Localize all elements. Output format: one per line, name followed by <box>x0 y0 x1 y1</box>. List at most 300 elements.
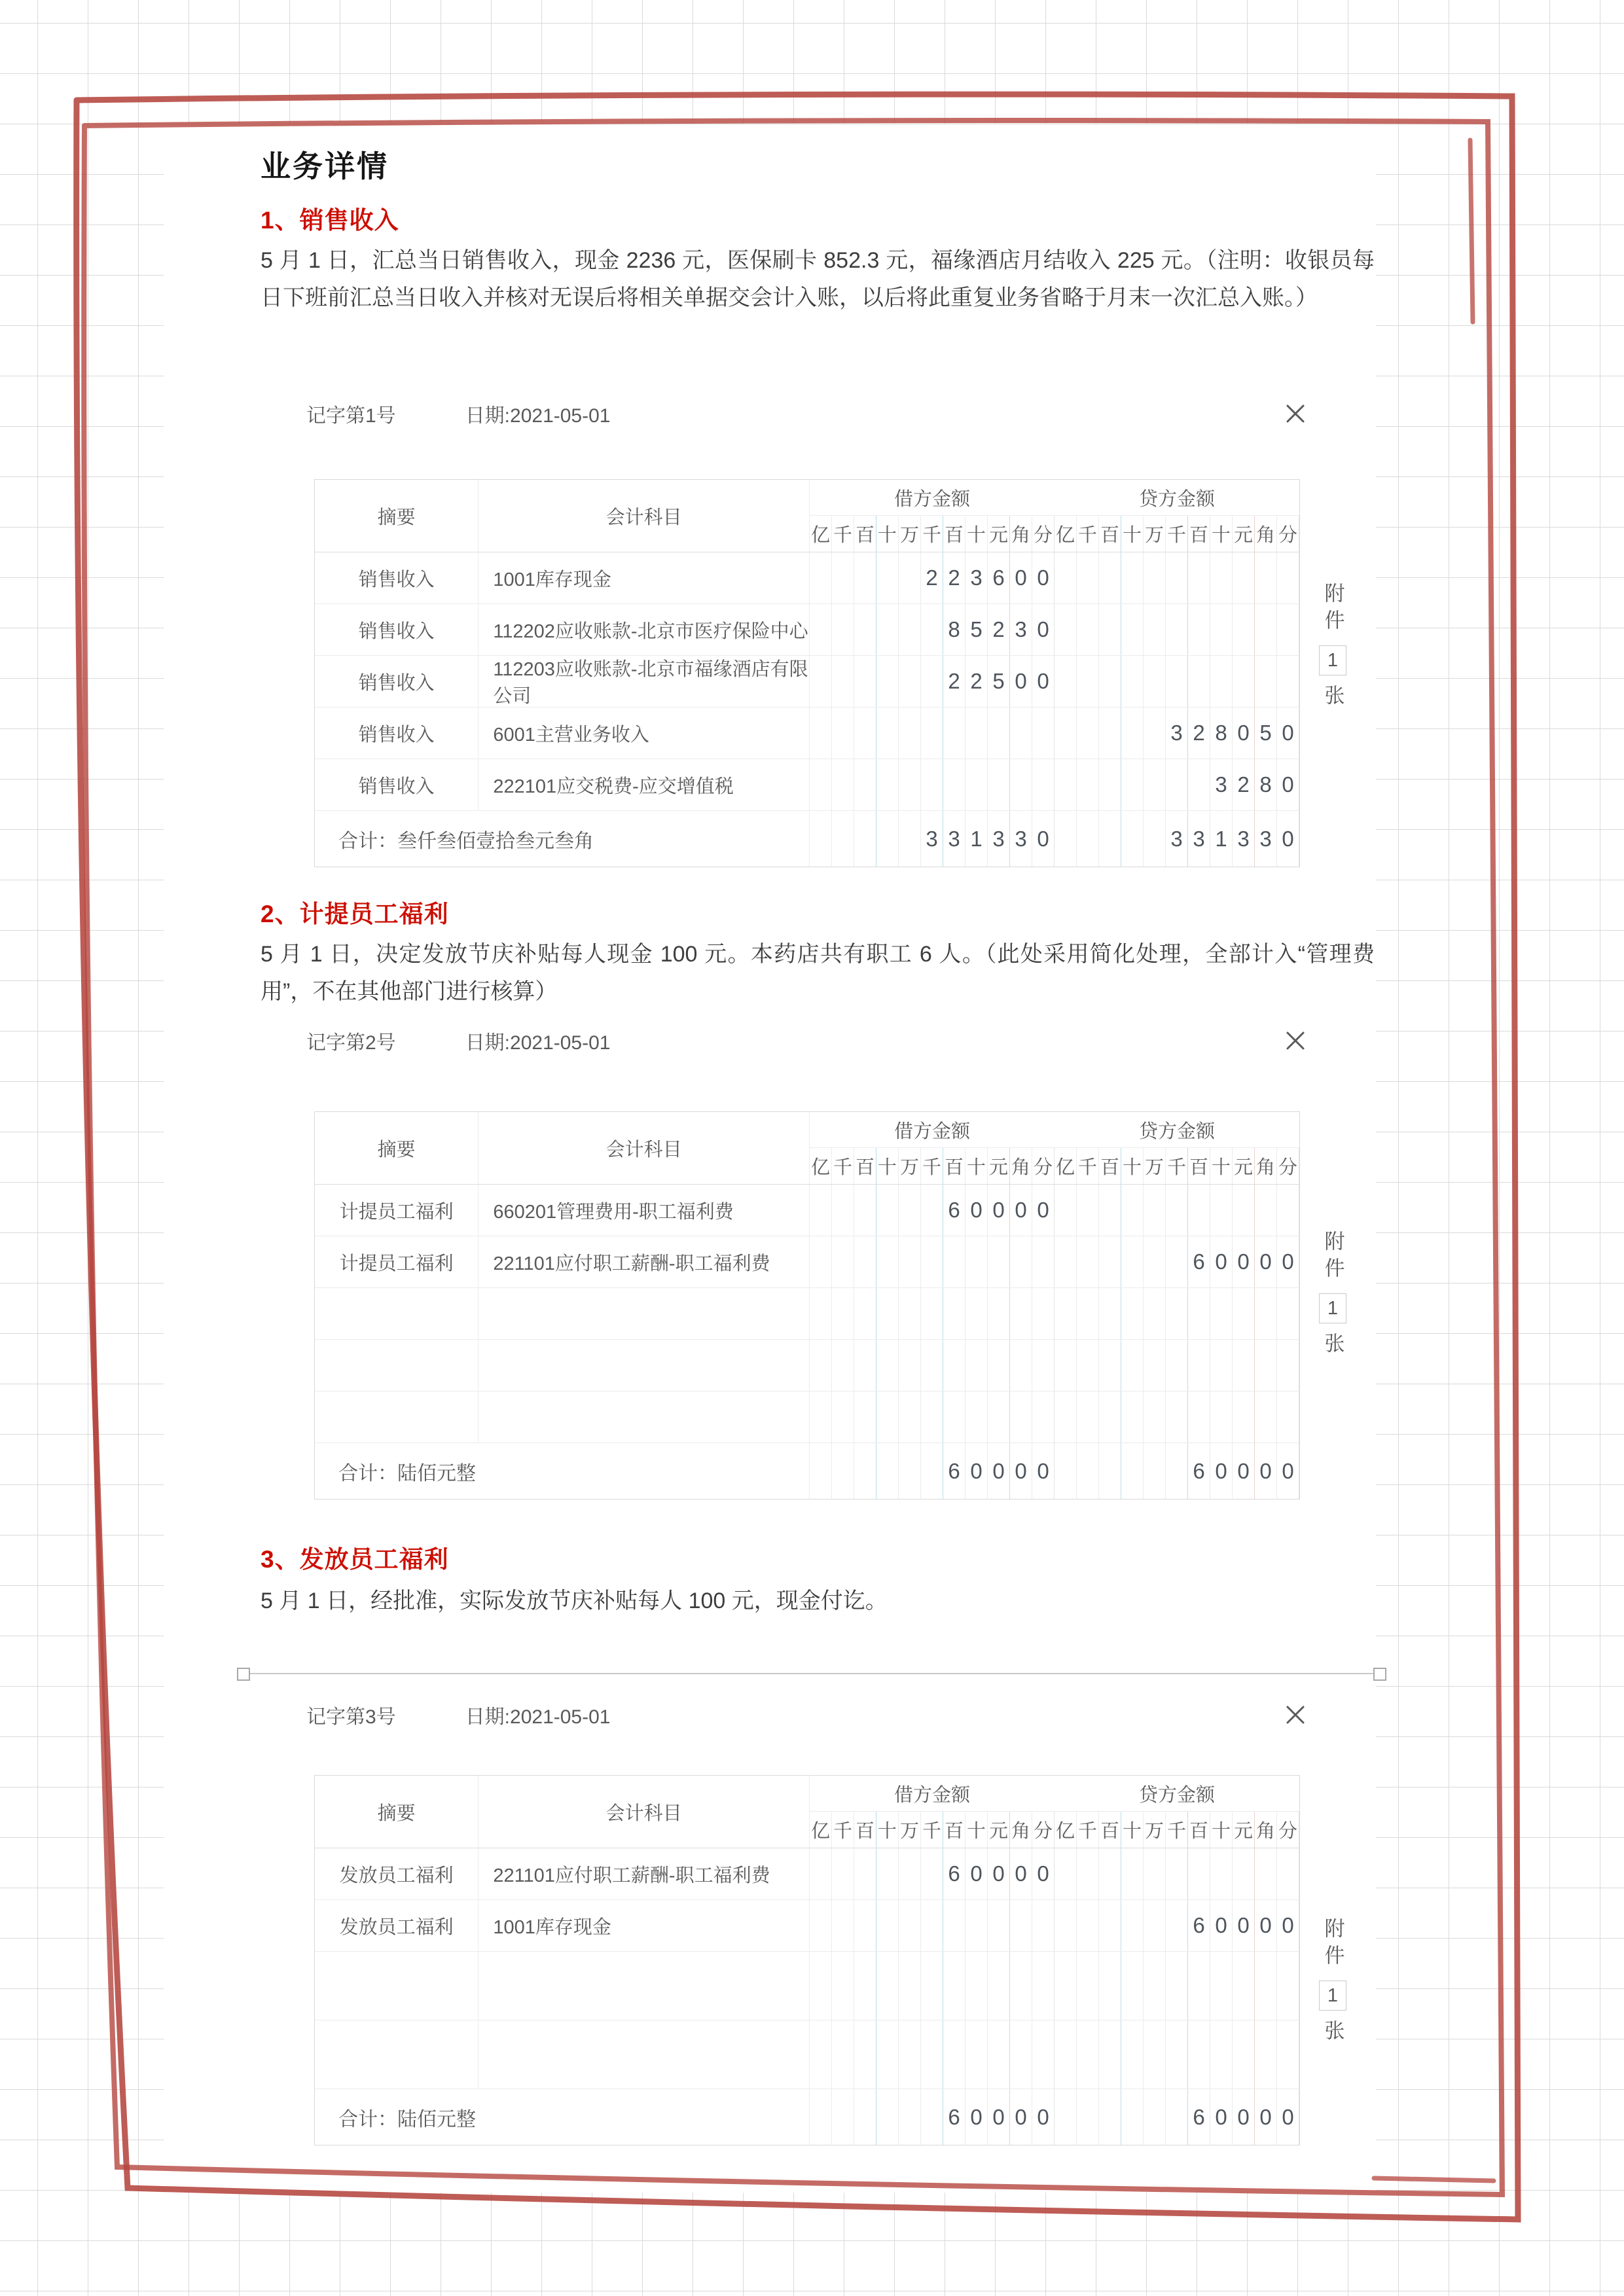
amount-digit-cell <box>899 708 921 759</box>
amount-digit-cell <box>1144 656 1166 707</box>
attachment-count: 1 <box>1319 1981 1346 2011</box>
amount-digit-cell <box>899 604 921 655</box>
amount-digit-cell <box>1166 1952 1188 2020</box>
amount-digit-cell <box>1144 1900 1166 1951</box>
amount-digit-cell: 角 <box>1255 1812 1277 1848</box>
amount-digit-cell: 万 <box>1144 1148 1166 1184</box>
amount-digit-cell <box>810 1848 832 1899</box>
amount-digit-cell <box>810 1236 832 1287</box>
amount-digit-cell <box>1099 1900 1121 1951</box>
amount-digit-cell <box>921 1288 943 1339</box>
amount-digit-cell: 0 <box>965 1443 988 1499</box>
amount-digit-cell <box>854 1848 876 1899</box>
amount-digit-cell <box>1188 1848 1210 1899</box>
amount-digit-cell <box>899 1185 921 1236</box>
amount-digit-cell <box>1233 1288 1255 1339</box>
amount-digit-cell <box>876 811 899 867</box>
table-row-empty <box>315 1391 1299 1443</box>
amount-digit-cell <box>1121 759 1144 810</box>
amount-digit-cell <box>832 708 854 759</box>
amount-digit-cell <box>1144 1443 1166 1499</box>
amount-digit-cell <box>1188 1391 1210 1443</box>
amount-digit-cell <box>832 1443 854 1499</box>
amount-digit-cell: 3 <box>1188 811 1210 867</box>
amount-digit-cell <box>1255 1391 1277 1443</box>
amount-digit-cell: 0 <box>1277 2089 1299 2145</box>
amount-digit-cell <box>965 1391 988 1443</box>
amount-digit-cell <box>876 759 899 810</box>
amount-digit-cell <box>1277 1952 1299 2020</box>
amount-digit-cell: 2 <box>1188 708 1210 759</box>
voucher-number: 记字第3号 <box>306 1706 396 1728</box>
amount-digit-cell <box>854 1443 876 1499</box>
amount-digit-cell <box>832 759 854 810</box>
amount-digit-cell <box>1121 1443 1144 1499</box>
amount-digit-cell <box>1233 2020 1255 2089</box>
amount-digit-cell <box>876 1236 899 1287</box>
amount-digit-cell <box>988 708 1010 759</box>
amount-digit-cell <box>1032 1288 1055 1339</box>
attachment-note-1: 附件 1 张 <box>1314 583 1351 711</box>
amount-digit-cell <box>1010 1900 1032 1951</box>
section-heading-3: 3、发放员工福利 <box>261 1546 449 1573</box>
amount-digit-cell: 百 <box>943 516 965 552</box>
amount-digit-cell <box>943 759 965 810</box>
amount-digit-cell <box>921 1848 943 1899</box>
amount-digit-cell <box>854 1952 876 2020</box>
page-title: 业务详情 <box>261 149 389 183</box>
amount-digit-cell <box>1055 708 1077 759</box>
amount-digit-cell: 千 <box>921 516 943 552</box>
amount-digit-cell: 0 <box>988 1185 1010 1236</box>
amount-digit-cell: 2 <box>965 656 988 707</box>
voucher-table-1 <box>314 479 1300 867</box>
amount-digit-cell <box>1055 1900 1077 1951</box>
amount-digit-cell <box>921 759 943 810</box>
amount-digit-cell: 百 <box>1099 1148 1121 1184</box>
amount-digit-cell <box>1077 604 1099 655</box>
amount-digit-cell: 亿 <box>1055 1148 1077 1184</box>
amount-digit-cell <box>1210 1952 1233 2020</box>
amount-digit-cell <box>1277 1848 1299 1899</box>
amount-digit-cell <box>1099 811 1121 867</box>
amount-digit-cell: 元 <box>1233 516 1255 552</box>
amount-digit-cell <box>965 759 988 810</box>
amount-digit-cell: 千 <box>1166 516 1188 552</box>
amount-digit-cell: 0 <box>1277 1236 1299 1287</box>
amount-digit-cell: 0 <box>1210 1443 1233 1499</box>
amount-digit-cell <box>810 2089 832 2145</box>
amount-digit-cell: 千 <box>1166 1148 1188 1184</box>
amount-digit-cell: 0 <box>1277 1900 1299 1951</box>
amount-digit-cell: 0 <box>1032 604 1055 655</box>
amount-digit-cell <box>1188 759 1210 810</box>
amount-digit-cell <box>854 2089 876 2145</box>
amount-digit-cell <box>1055 656 1077 707</box>
amount-digit-cell <box>1055 1848 1077 1899</box>
amount-digit-cell <box>1144 708 1166 759</box>
amount-digit-cell: 角 <box>1010 1148 1032 1184</box>
col-credit: 贷方金额 亿 千 百 十 万 千 百 十 元 角 分 <box>1055 480 1299 552</box>
amount-digit-cell <box>1032 708 1055 759</box>
amount-digit-cell <box>810 1391 832 1443</box>
amount-digit-cell: 0 <box>1032 1443 1055 1499</box>
amount-digit-cell <box>1233 1952 1255 2020</box>
amount-digit-cell <box>810 2020 832 2089</box>
amount-digit-cell <box>1055 1288 1077 1339</box>
amount-digit-cell: 百 <box>854 1148 876 1184</box>
amount-digit-cell <box>899 1952 921 2020</box>
amount-digit-cell <box>1210 656 1233 707</box>
amount-digit-cell <box>1255 604 1277 655</box>
amount-digit-cell <box>943 1236 965 1287</box>
amount-digit-cell <box>899 2089 921 2145</box>
amount-digit-cell <box>832 2020 854 2089</box>
amount-digit-cell <box>854 552 876 603</box>
amount-digit-cell: 5 <box>965 604 988 655</box>
amount-digit-cell: 3 <box>921 811 943 867</box>
amount-digit-cell: 十 <box>1210 1148 1233 1184</box>
amount-digit-cell: 元 <box>988 1812 1010 1848</box>
amount-digit-cell <box>1255 1340 1277 1391</box>
amount-digit-cell: 8 <box>943 604 965 655</box>
table-row: 计提员工福利 221101应付职工薪酬-职工福利费 6 0 0 0 0 <box>315 1236 1299 1288</box>
amount-digit-cell <box>899 2020 921 2089</box>
voucher-table-3 <box>314 1775 1300 2145</box>
amount-digit-cell <box>1166 759 1188 810</box>
amount-digit-cell <box>1077 552 1099 603</box>
amount-digit-cell: 0 <box>1233 2089 1255 2145</box>
amount-digit-cell: 千 <box>1077 1812 1099 1848</box>
table-header <box>315 480 1299 552</box>
amount-digit-cell <box>1255 656 1277 707</box>
amount-digit-cell: 元 <box>988 516 1010 552</box>
amount-digit-cell <box>1099 759 1121 810</box>
attachment-note-2: 附件 1 张 <box>1314 1230 1351 1359</box>
amount-digit-cell: 0 <box>1233 1443 1255 1499</box>
amount-digit-cell <box>1010 1340 1032 1391</box>
amount-digit-cell <box>876 1900 899 1951</box>
amount-digit-cell <box>1188 2020 1210 2089</box>
amount-digit-cell: 6 <box>943 2089 965 2145</box>
amount-digit-cell: 十 <box>965 516 988 552</box>
amount-digit-cell: 0 <box>1255 2089 1277 2145</box>
amount-digit-cell <box>854 656 876 707</box>
amount-digit-cell: 2 <box>921 552 943 603</box>
amount-digit-cell: 亿 <box>810 1812 832 1848</box>
amount-digit-cell <box>899 1900 921 1951</box>
amount-digit-cell <box>832 1391 854 1443</box>
amount-digit-cell: 角 <box>1255 1148 1277 1184</box>
amount-digit-cell <box>854 1900 876 1951</box>
table-row-empty <box>315 1952 1299 2020</box>
amount-digit-cell <box>899 656 921 707</box>
amount-digit-cell <box>965 1288 988 1339</box>
attachment-count: 1 <box>1319 1293 1346 1323</box>
amount-digit-cell <box>854 1391 876 1443</box>
close-icon[interactable] <box>1283 401 1308 426</box>
amount-digit-cell <box>1277 1340 1299 1391</box>
voucher-number: 记字第1号 <box>306 405 396 427</box>
amount-digit-cell: 分 <box>1032 516 1055 552</box>
amount-digit-cell <box>1144 1952 1166 2020</box>
amount-digit-cell <box>1255 552 1277 603</box>
section-heading-1: 1、销售收入 <box>261 207 399 234</box>
amount-digit-cell: 0 <box>1233 1236 1255 1287</box>
amount-digit-cell: 3 <box>1255 811 1277 867</box>
amount-digit-cell <box>921 708 943 759</box>
amount-digit-cell <box>810 708 832 759</box>
amount-digit-cell <box>1077 1340 1099 1391</box>
amount-digit-cell <box>1121 1185 1144 1236</box>
amount-digit-cell <box>832 1288 854 1339</box>
amount-digit-cell <box>1055 1185 1077 1236</box>
amount-digit-cell <box>876 604 899 655</box>
amount-digit-cell <box>1121 1952 1144 2020</box>
col-account: 会计科目 <box>478 480 810 552</box>
amount-digit-cell <box>1144 2020 1166 2089</box>
amount-digit-cell <box>854 1340 876 1391</box>
amount-digit-cell <box>921 2089 943 2145</box>
amount-digit-cell: 6 <box>1188 1236 1210 1287</box>
amount-digit-cell: 分 <box>1032 1812 1055 1848</box>
amount-digit-cell <box>1121 811 1144 867</box>
amount-digit-cell <box>1277 1288 1299 1339</box>
amount-digit-cell <box>1032 2020 1055 2089</box>
amount-digit-cell <box>832 811 854 867</box>
amount-digit-cell: 千 <box>921 1812 943 1848</box>
amount-digit-cell: 百 <box>1188 1148 1210 1184</box>
section-paragraph-2: 5 月 1 日，决定发放节庆补贴每人现金 100 元。本药店共有职工 6 人。（此处采用简化处理，全部计入“管理费用”，不在其他部门进行核算） <box>261 942 1375 1004</box>
document-panel <box>164 124 1376 2193</box>
amount-digit-cell: 千 <box>921 1148 943 1184</box>
table-row: 销售收入 1001库存现金 2 2 3 6 0 0 <box>315 552 1299 604</box>
amount-digit-cell: 百 <box>943 1812 965 1848</box>
amount-digit-cell <box>1099 1391 1121 1443</box>
amount-digit-cell <box>876 2020 899 2089</box>
amount-digit-cell: 万 <box>1144 516 1166 552</box>
amount-digit-cell: 十 <box>1121 1812 1144 1848</box>
amount-digit-cell <box>1233 1848 1255 1899</box>
amount-digit-cell <box>965 708 988 759</box>
amount-digit-cell: 0 <box>1277 811 1299 867</box>
amount-digit-cell: 0 <box>1255 1236 1277 1287</box>
amount-digit-cell: 3 <box>1010 811 1032 867</box>
amount-digit-cell: 3 <box>965 552 988 603</box>
amount-digit-cell <box>1055 1340 1077 1391</box>
amount-digit-cell <box>854 708 876 759</box>
section-paragraph-1: 5 月 1 日，汇总当日销售收入，现金 2236 元，医保刷卡 852.3 元，福缘酒店月结收入 225 元。（注明：收银员每日下班前汇总当日收入并核对无误后将相关单据交会计入账，以后将此重复业务省略于月末一次汇总入账。） <box>261 248 1375 310</box>
amount-digit-cell: 百 <box>1099 1812 1121 1848</box>
amount-digit-cell: 0 <box>1210 2089 1233 2145</box>
amount-digit-cell: 6 <box>943 1185 965 1236</box>
amount-digit-cell <box>1010 2020 1032 2089</box>
amount-digit-cell: 百 <box>854 1812 876 1848</box>
amount-digit-cell <box>921 1391 943 1443</box>
amount-digit-cell <box>943 708 965 759</box>
amount-digit-cell <box>921 656 943 707</box>
amount-digit-cell: 千 <box>1077 1148 1099 1184</box>
amount-digit-cell <box>1099 1340 1121 1391</box>
amount-digit-cell <box>1166 1340 1188 1391</box>
amount-digit-cell <box>854 811 876 867</box>
amount-digit-cell: 元 <box>1233 1148 1255 1184</box>
amount-digit-cell: 0 <box>1032 552 1055 603</box>
amount-digit-cell <box>1121 1900 1144 1951</box>
table-header: 摘要 会计科目 借方金额 亿 千 百 十 万 千 百 十 元 角 分 贷方金额 亿 千 百 十 万 千 百 十 元 角 分 <box>315 1112 1299 1185</box>
close-icon[interactable] <box>1283 1028 1308 1053</box>
amount-digit-cell: 0 <box>1233 708 1255 759</box>
amount-digit-cell: 0 <box>1032 656 1055 707</box>
close-icon[interactable] <box>1283 1702 1308 1727</box>
amount-digit-cell <box>832 2089 854 2145</box>
amount-digit-cell <box>1077 656 1099 707</box>
amount-digit-cell <box>988 1900 1010 1951</box>
amount-digit-cell <box>1233 1185 1255 1236</box>
amount-digit-cell <box>1188 604 1210 655</box>
divider-handle-left <box>237 1668 250 1681</box>
amount-digit-cell: 0 <box>1010 656 1032 707</box>
amount-digit-cell <box>1032 1236 1055 1287</box>
amount-digit-cell: 0 <box>988 1848 1010 1899</box>
amount-digit-cell: 亿 <box>1055 1812 1077 1848</box>
amount-digit-cell <box>810 552 832 603</box>
amount-digit-cell <box>1055 552 1077 603</box>
amount-digit-cell: 6 <box>1188 1443 1210 1499</box>
amount-digit-cell <box>1144 1236 1166 1287</box>
amount-digit-cell <box>1010 1952 1032 2020</box>
amount-digit-cell <box>1277 1391 1299 1443</box>
amount-digit-cell <box>810 604 832 655</box>
amount-digit-cell <box>876 552 899 603</box>
amount-digit-cell <box>899 1288 921 1339</box>
amount-digit-cell <box>1255 1185 1277 1236</box>
amount-digit-cell <box>1166 1288 1188 1339</box>
amount-digit-cell <box>876 1185 899 1236</box>
amount-digit-cell <box>1121 1236 1144 1287</box>
amount-digit-cell: 分 <box>1277 516 1299 552</box>
amount-digit-cell <box>921 2020 943 2089</box>
amount-digit-cell <box>1277 604 1299 655</box>
amount-digit-cell <box>1144 1848 1166 1899</box>
amount-digit-cell <box>965 1900 988 1951</box>
amount-digit-cell <box>1055 1443 1077 1499</box>
col-debit: 借方金额 亿 千 百 十 万 千 百 十 元 角 分 <box>810 480 1055 552</box>
amount-digit-cell <box>1077 1185 1099 1236</box>
amount-digit-cell: 十 <box>876 1148 899 1184</box>
table-row-empty <box>315 1340 1299 1391</box>
amount-digit-cell <box>1166 2020 1188 2089</box>
amount-digit-cell <box>832 1900 854 1951</box>
amount-digit-cell <box>1210 1288 1233 1339</box>
amount-digit-cell <box>1121 1288 1144 1339</box>
amount-digit-cell <box>1210 2020 1233 2089</box>
amount-digit-cell <box>1032 1952 1055 2020</box>
table-row-empty <box>315 2020 1299 2089</box>
amount-digit-cell <box>921 1185 943 1236</box>
amount-digit-cell <box>899 1391 921 1443</box>
amount-digit-cell: 十 <box>1210 1812 1233 1848</box>
amount-digit-cell <box>1055 1952 1077 2020</box>
amount-digit-cell <box>876 2089 899 2145</box>
amount-digit-cell <box>1077 708 1099 759</box>
amount-digit-cell <box>921 1952 943 2020</box>
amount-digit-cell <box>1144 2089 1166 2145</box>
amount-digit-cell: 0 <box>1010 1185 1032 1236</box>
amount-digit-cell <box>1277 552 1299 603</box>
amount-digit-cell <box>810 759 832 810</box>
amount-digit-cell <box>1099 1236 1121 1287</box>
amount-digit-cell <box>1099 2089 1121 2145</box>
amount-digit-cell <box>876 1952 899 2020</box>
frame-boundary-divider <box>250 1673 1373 1674</box>
amount-digit-cell: 3 <box>943 811 965 867</box>
amount-digit-cell: 万 <box>899 516 921 552</box>
amount-digit-cell <box>876 1288 899 1339</box>
attachment-note-3: 附件 1 张 <box>1314 1918 1351 2047</box>
amount-digit-cell <box>1166 1443 1188 1499</box>
digit-units-debit <box>810 516 1055 552</box>
amount-digit-cell: 0 <box>1277 1443 1299 1499</box>
amount-digit-cell <box>1121 2089 1144 2145</box>
amount-digit-cell: 分 <box>1277 1812 1299 1848</box>
amount-digit-cell <box>1188 552 1210 603</box>
amount-digit-cell: 十 <box>876 1812 899 1848</box>
amount-digit-cell <box>1010 1236 1032 1287</box>
amount-digit-cell <box>854 1236 876 1287</box>
amount-digit-cell: 1 <box>965 811 988 867</box>
amount-digit-cell <box>1055 759 1077 810</box>
amount-digit-cell <box>899 1848 921 1899</box>
amount-digit-cell <box>1233 1391 1255 1443</box>
amount-digit-cell <box>854 1288 876 1339</box>
amount-digit-cell <box>1077 1848 1099 1899</box>
amount-digit-cell <box>921 1340 943 1391</box>
amount-digit-cell <box>1255 1848 1277 1899</box>
amount-digit-cell: 千 <box>1077 516 1099 552</box>
amount-digit-cell: 0 <box>1255 1900 1277 1951</box>
amount-digit-cell <box>1255 1952 1277 2020</box>
amount-digit-cell: 2 <box>1233 759 1255 810</box>
amount-digit-cell <box>943 1340 965 1391</box>
amount-digit-cell: 十 <box>876 516 899 552</box>
amount-digit-cell <box>1077 1443 1099 1499</box>
voucher-date: 日期:2021-05-01 <box>465 1706 611 1728</box>
amount-digit-cell <box>810 1952 832 2020</box>
amount-digit-cell: 0 <box>1210 1900 1233 1951</box>
amount-digit-cell <box>988 759 1010 810</box>
amount-digit-cell <box>1055 1236 1077 1287</box>
amount-digit-cell <box>943 1288 965 1339</box>
attachment-count: 1 <box>1319 645 1346 675</box>
amount-digit-cell <box>1233 656 1255 707</box>
amount-digit-cell <box>1077 759 1099 810</box>
amount-digit-cell <box>921 604 943 655</box>
amount-digit-cell <box>876 656 899 707</box>
amount-digit-cell <box>921 1443 943 1499</box>
amount-digit-cell <box>899 1236 921 1287</box>
amount-digit-cell <box>1099 604 1121 655</box>
amount-digit-cell: 角 <box>1255 516 1277 552</box>
table-total-row: 合计：陆佰元整 6 0 0 0 0 6 0 0 0 0 <box>315 2089 1299 2145</box>
amount-digit-cell <box>854 1185 876 1236</box>
amount-digit-cell <box>1099 656 1121 707</box>
amount-digit-cell <box>876 1443 899 1499</box>
amount-digit-cell: 十 <box>965 1812 988 1848</box>
table-row: 发放员工福利 221101应付职工薪酬-职工福利费 6 0 0 0 0 <box>315 1848 1299 1900</box>
amount-digit-cell: 6 <box>1188 2089 1210 2145</box>
amount-digit-cell: 0 <box>1277 708 1299 759</box>
